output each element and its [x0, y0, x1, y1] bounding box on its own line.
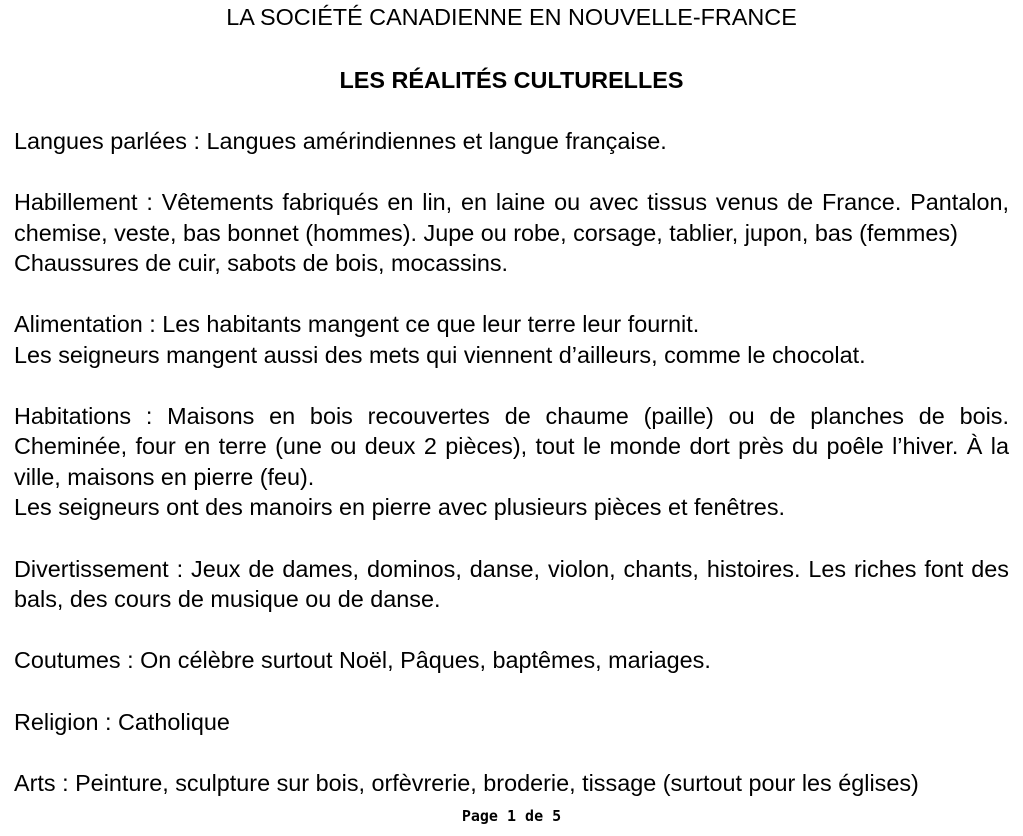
- paragraph-alimentation: [14, 309, 1009, 370]
- paragraph-langues-text: Langues parlées : Langues amérindiennes et langue française.: [14, 128, 667, 155]
- paragraph-arts: [14, 768, 1009, 798]
- paragraph-langues: [14, 126, 1009, 156]
- paragraph-coutumes: [14, 645, 1009, 675]
- paragraph-religion: [14, 707, 1009, 737]
- paragraph-divertissement: [14, 554, 1009, 615]
- paragraph-divertissement-text: Divertissement : Jeux de dames, dominos, danse, violon, chants, histoires. Les riches font des bals, des cours de musique ou de danse.: [14, 555, 1009, 612]
- paragraph-habillement: [14, 187, 1009, 278]
- page-number-footer: Page 1 de 5: [461, 807, 562, 825]
- document-subtitle: LES RÉALITÉS CULTURELLES: [339, 67, 684, 94]
- paragraph-arts-text: Arts : Peinture, sculpture sur bois, orfèvrerie, broderie, tissage (surtout pour les églises): [14, 769, 919, 796]
- paragraph-alimentation-text-1: Alimentation : Les habitants mangent ce que leur terre leur fournit.: [14, 311, 700, 338]
- paragraph-alimentation-text-2: Les seigneurs mangent aussi des mets qui viennent d’ailleurs, comme le chocolat.: [14, 341, 866, 368]
- paragraph-coutumes-text: Coutumes : On célèbre surtout Noël, Pâques, baptêmes, mariages.: [14, 647, 711, 674]
- paragraph-habillement-text-2: Chaussures de cuir, sabots de bois, mocassins.: [14, 250, 509, 277]
- paragraph-habillement-text-1: Habillement : Vêtements fabriqués en lin, en laine ou avec tissus venus de France. Pantalon, chemise, veste, bas bonnet (hommes). Jupe ou robe, corsage, tablier, jupon, bas (femmes): [14, 189, 1009, 246]
- paragraph-habitations: [14, 401, 1009, 522]
- paragraph-religion-text: Religion : Catholique: [14, 708, 230, 735]
- document-title: LA SOCIÉTÉ CANADIENNE EN NOUVELLE-FRANCE: [226, 4, 797, 30]
- paragraph-habitations-text-2: Les seigneurs ont des manoirs en pierre avec plusieurs pièces et fenêtres.: [14, 494, 786, 521]
- paragraph-habitations-text-1: Habitations : Maisons en bois recouvertes de chaume (paille) ou de planches de bois. Cheminée, four en terre (une ou deux 2 pièces), tout le monde dort près du poêle l’hiver. À la ville, maisons en pierre (feu).: [14, 403, 1009, 490]
